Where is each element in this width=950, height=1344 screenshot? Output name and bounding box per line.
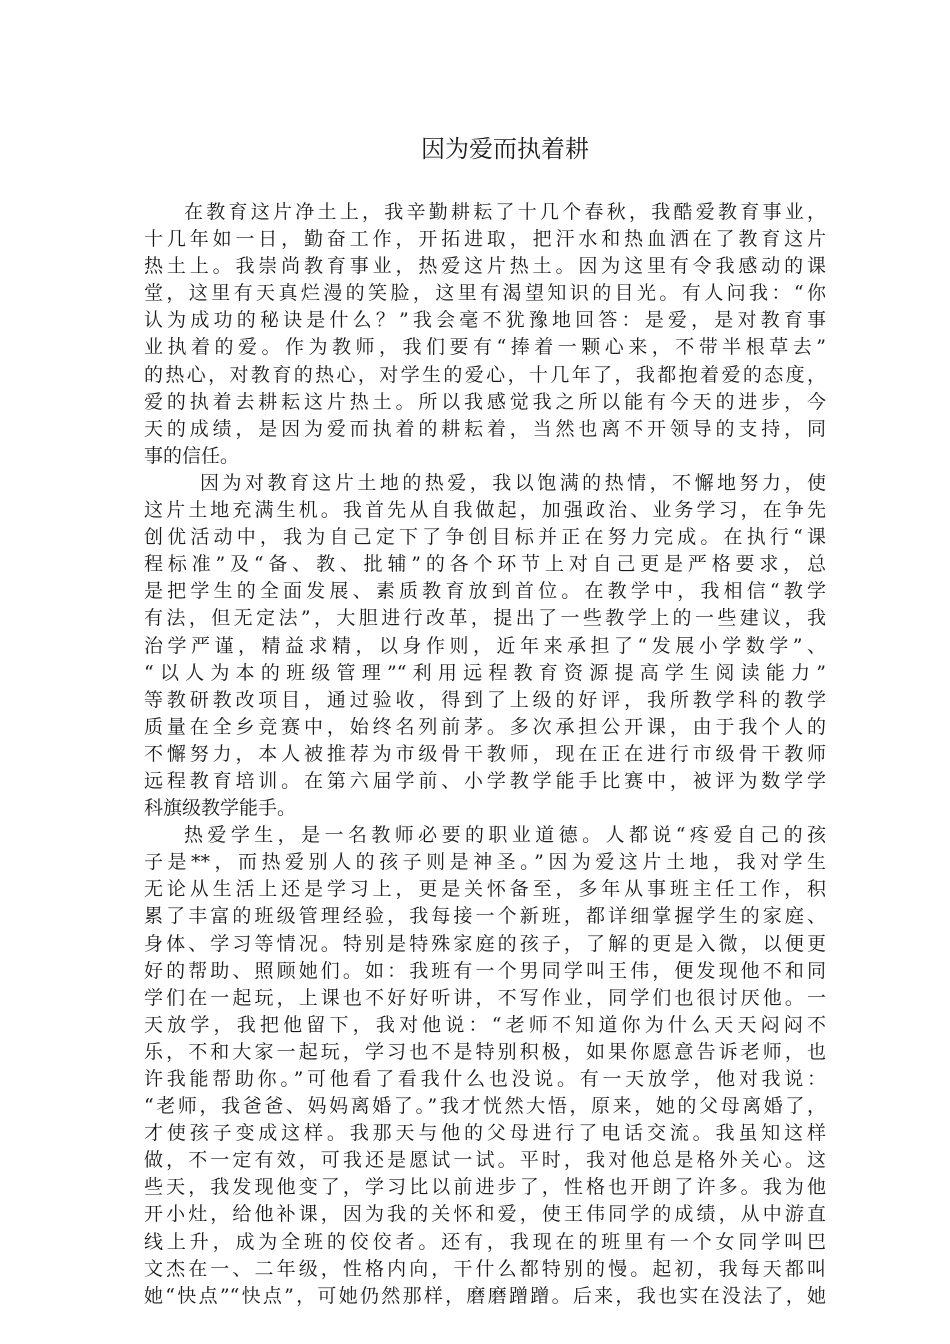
paragraph-line: 程标准”及“备、教、批辅”的各个环节上对自己更是严格要求，总: [144, 553, 826, 576]
paragraph-line: “以人为本的班级管理”“利用远程教育资源提高学生阅读能力”: [144, 661, 826, 684]
paragraph-line: 事的信任。: [144, 444, 240, 467]
paragraph-line: 热土上。我崇尚教育事业，热爱这片热土。因为这里有令我感动的课: [144, 255, 826, 278]
paragraph-line: 学们在一起玩，上课也不好好听讲，不写作业，同学们也很讨厌他。一: [144, 986, 826, 1009]
paragraph-line: 科旗级教学能手。: [144, 797, 297, 820]
paragraph-line: 做，不一定有效，可我还是愿试一试。平时，我对他总是格外关心。这: [144, 1149, 826, 1172]
paragraph-line: 些天，我发现他变了，学习比以前进步了，性格也开朗了许多。我为他: [144, 1176, 826, 1199]
paragraph-line: 认为成功的秘诀是什么？”我会毫不犹豫地回答：是爱，是对教育事: [144, 309, 826, 332]
paragraph-line: 是把学生的全面发展、素质教育放到首位。在教学中，我相信“教学: [144, 580, 826, 603]
paragraph-line: 业执着的爱。作为教师，我们要有“捧着一颗心来，不带半根草去”: [144, 336, 826, 359]
paragraph-line: 累了丰富的班级管理经验，我每接一个新班，都详细掌握学生的家庭、: [144, 905, 826, 928]
paragraph-line: 堂，这里有天真烂漫的笑脸，这里有渴望知识的目光。有人问我：“你: [144, 282, 826, 305]
paragraph-line: 远程教育培训。在第六届学前、小学教学能手比赛中，被评为数学学: [144, 769, 826, 792]
paragraph-line: 她“快点”“快点”，可她仍然那样，磨磨蹭蹭。后来，我也实在没法了，她: [144, 1284, 826, 1307]
paragraph-line: 身体、学习等情况。特别是特殊家庭的孩子，了解的更是入微，以便更: [144, 932, 826, 955]
paragraph-line: 无论从生活上还是学习上，更是关怀备至，多年从事班主任工作，积: [144, 878, 826, 901]
paragraph: [144, 822, 826, 1310]
paragraph-line: “老师，我爸爸、妈妈离婚了。”我才恍然大悟，原来，她的父母离婚了，: [144, 1095, 826, 1118]
paragraph-line: 乐，不和大家一起玩，学习也不是特别积极，如果你愿意告诉老师，也: [144, 1040, 826, 1063]
paragraph-line: 子是**，而热爱别人的孩子则是神圣。”因为爱这片土地，我对学生: [144, 851, 826, 874]
document-body: [144, 199, 826, 1310]
paragraph-line: 因为对教育这片土地的热爱，我以饱满的热情，不懈地努力，使: [200, 471, 826, 494]
paragraph-line: 治学严谨，精益求精，以身作则，近年来承担了“发展小学数学”、: [144, 634, 826, 657]
paragraph-line: 许我能帮助你。”可他看了看我什么也没说。有一天放学，他对我说：: [144, 1068, 826, 1090]
paragraph-line: 不懈努力，本人被推荐为市级骨干教师，现在正在进行市级骨干教师: [144, 742, 826, 765]
paragraph: [144, 199, 826, 470]
paragraph-line: 的热心，对教育的热心，对学生的爱心，十几年了，我都抱着爱的态度，: [144, 363, 826, 386]
document-title: 因为爱而执着耕: [421, 135, 589, 163]
paragraph-line: 天放学，我把他留下，我对他说：“老师不知道你为什么天天闷闷不: [144, 1013, 826, 1036]
paragraph-line: 开小灶，给他补课，因为我的关怀和爱，使王伟同学的成绩，从中游直: [144, 1203, 826, 1226]
paragraph-line: 有法，但无定法”，大胆进行改革，提出了一些教学上的一些建议，我: [144, 607, 826, 630]
paragraph: [144, 470, 826, 822]
paragraph-line: 天的成绩，是因为爱而执着的耕耘着，当然也离不开领导的支持，同: [144, 417, 826, 440]
paragraph-line: 这片土地充满生机。我首先从自我做起，加强政治、业务学习，在争先: [144, 499, 826, 522]
paragraph-line: 爱的执着去耕耘这片热土。所以我感觉我之所以能有今天的进步，今: [144, 390, 826, 413]
paragraph-line: 才使孩子变成这样。我那天与他的父母进行了电话交流。我虽知这样: [144, 1122, 826, 1145]
paragraph-line: 在教育这片净土上，我辛勤耕耘了十几个春秋，我酷爱教育事业，: [184, 201, 826, 223]
paragraph-line: 线上升，成为全班的佼佼者。还有，我现在的班里有一个女同学叫巴: [144, 1230, 826, 1253]
paragraph-line: 热爱学生，是一名教师必要的职业道德。人都说“疼爱自己的孩: [184, 824, 826, 847]
paragraph-line: 好的帮助、照顾她们。如：我班有一个男同学叫王伟，便发现他不和同: [144, 959, 826, 982]
paragraph-line: 等教研教改项目，通过验收，得到了上级的好评，我所教学科的教学: [144, 688, 826, 711]
paragraph-line: 质量在全乡竞赛中，始终名列前茅。多次承担公开课，由于我个人的: [144, 715, 826, 738]
paragraph-line: 文杰在一、二年级，性格内向，干什么都特别的慢。起初，我每天都叫: [144, 1257, 826, 1280]
paragraph-line: 十几年如一日，勤奋工作，开拓进取，把汗水和热血洒在了教育这片: [144, 228, 826, 251]
paragraph-line: 创优活动中，我为自己定下了争创目标并正在努力完成。在执行“课: [144, 526, 826, 549]
